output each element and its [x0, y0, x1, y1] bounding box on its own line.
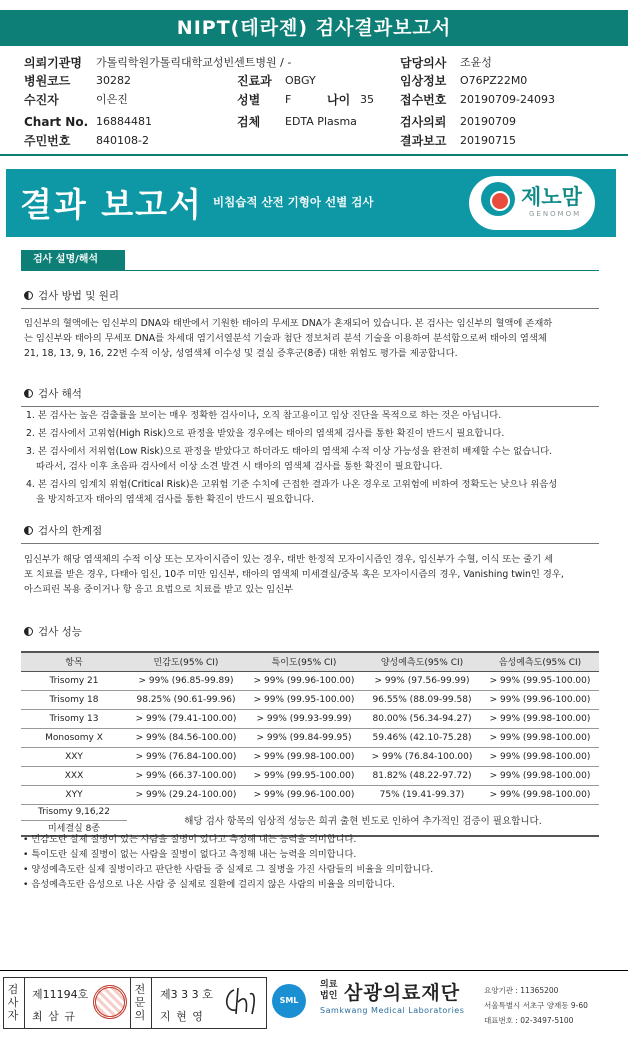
sml-logo-icon: SML: [272, 984, 306, 1018]
genomom-logo: [469, 176, 595, 230]
table-cell: > 99% (84.56-100.00): [127, 728, 245, 747]
hospital-label: 의뢰기관명: [24, 56, 82, 70]
age-label: 나이: [327, 93, 351, 107]
receipt-value: 20190709-24093: [460, 93, 555, 106]
report-title: NIPT(테라젠) 검사결과보고서: [0, 10, 628, 46]
table-cell: 80.00% (56.34-94.27): [363, 709, 481, 728]
table-cell: > 99% (99.84-99.95): [245, 728, 363, 747]
specimen-label: 검체: [237, 115, 261, 129]
info-row: [0, 72, 628, 90]
request-value: 20190709: [460, 115, 516, 128]
specimen-value: EDTA Plasma: [285, 115, 357, 128]
org-prefix-line: 법인: [320, 991, 338, 1001]
half-circle-icon: [24, 389, 33, 398]
chart-label: Chart No.: [24, 115, 89, 129]
definition-notes: [23, 832, 433, 892]
rrn-label: 주민번호: [24, 134, 71, 148]
table-cell: > 99% (79.41-100.00): [127, 709, 245, 728]
column-header: 양성예측도(95% CI): [363, 652, 481, 671]
note-line: • 특이도란 실제 질병이 없는 사람을 질병이 없다고 측정해 내는 능력을 의미합니다.: [23, 849, 357, 860]
doctor-value: 조윤성: [460, 56, 492, 69]
column-header: 특이도(95% CI): [245, 652, 363, 671]
table-cell: Trisomy 9,16,22: [21, 804, 127, 820]
code-label: 병원코드: [24, 74, 71, 88]
list-item: [26, 426, 596, 441]
label-char: 의: [134, 1009, 146, 1022]
patient-label: 수진자: [24, 93, 59, 107]
text-line: 21, 18, 13, 9, 16, 22번 수적 이상, 성염색체 이수성 및 결실 증후군(8종) 대한 위험도 평가를 제공합니다.: [24, 348, 458, 359]
dept-label: 진료과: [237, 74, 272, 88]
logo-korean: 제노맘: [521, 185, 582, 209]
result-banner: [6, 169, 616, 237]
method-text: [24, 316, 598, 361]
table-row: [21, 804, 599, 820]
org-prefix: [320, 980, 337, 1002]
divider: [21, 270, 599, 271]
text-line: 는 임신부와 태아의 무세포 DNA를 차세대 염기서열분석 기술과 첨단 정보처리 분석 기술을 이용하여 분석함으로써 태아의 염색체: [24, 333, 547, 344]
org-name: 삼광의료재단: [344, 982, 461, 1004]
divider: [21, 406, 599, 407]
table-cell: > 99% (99.93-99.99): [245, 709, 363, 728]
table-cell: XXY: [21, 747, 127, 766]
org-phone: 대표번호 : 02-3497-5100: [484, 1016, 574, 1025]
org-english-name: Samkwang Medical Laboratories: [320, 1006, 465, 1015]
genomom-emblem-icon: [481, 182, 515, 216]
table-cell: > 99% (99.95-100.00): [245, 766, 363, 785]
table-row: [21, 671, 599, 690]
section-title: 검사 해석: [38, 388, 82, 400]
sex-label: 성별: [237, 93, 261, 107]
table-cell: > 99% (99.98-100.00): [245, 747, 363, 766]
list-item: [26, 408, 596, 423]
patient-info-panel: [0, 52, 628, 156]
table-cell: > 99% (99.95-100.00): [245, 690, 363, 709]
inspector-license: 제11194호: [32, 988, 89, 1001]
table-cell: > 99% (76.84-100.00): [363, 747, 481, 766]
text-line: 아스피린 복용 중이거나 항 응고 요법으로 치료를 받고 있는 임신부: [24, 584, 294, 595]
text-line: 1. 본 검사는 높은 검출률을 보이는 매우 정확한 검사이나, 오직 참고용이고 임상 진단을 목적으로 하는 것은 아닙니다.: [26, 410, 502, 421]
text-line: 을 방지하고자 태아의 염색체 검사를 통한 확진이 반드시 필요합니다.: [36, 494, 315, 505]
table-cell: > 99% (99.95-100.00): [481, 671, 599, 690]
report-value: 20190715: [460, 134, 516, 147]
table-cell: 59.46% (42.10-75.28): [363, 728, 481, 747]
specialist-license: 제3 3 3 호: [160, 988, 213, 1001]
info-row: [0, 132, 628, 150]
column-header: 민감도(95% CI): [127, 652, 245, 671]
note-line: • 음성예측도란 음성으로 나온 사람 중 실제로 질환에 걸리지 않은 사람의 비율을 의미합니다.: [23, 879, 395, 890]
label-char: 전: [134, 983, 146, 996]
divider: [24, 978, 25, 1028]
text-line: 4. 본 검사의 임계치 위험(Critical Risk)은 고위험 기준 수치에 근접한 결과가 나온 경우로 고위험에 비하여 정확도는 낮으나 위음성: [26, 479, 558, 490]
chart-value: 16884481: [96, 115, 152, 128]
org-address: 서울특별시 서초구 양재동 9-60: [484, 1001, 588, 1010]
table-cell: > 99% (66.37-100.00): [127, 766, 245, 785]
table-header-row: [21, 652, 599, 671]
table-cell: XXX: [21, 766, 127, 785]
logo-english: GENOMOM: [529, 210, 582, 218]
code-value: 30282: [96, 74, 131, 87]
section-heading-limitations: [24, 523, 102, 538]
report-label: 결과보고: [400, 134, 447, 148]
table-row: [21, 747, 599, 766]
text-line: 포 치료를 받은 경우, 다태아 임신, 10주 미만 임신부, 태아의 염색체 미세결실/중복 혹은 모자이시즘의 경우, Vanishing twin인 경우,: [24, 569, 564, 580]
divider: [21, 543, 599, 544]
divider: [130, 978, 131, 1028]
divider: [151, 978, 152, 1028]
table-row: [21, 690, 599, 709]
table-cell: > 99% (96.85-99.89): [127, 671, 245, 690]
clinical-value: O76PZ22M0: [460, 74, 528, 87]
table-row: [21, 766, 599, 785]
table-cell: 81.82% (48.22-97.72): [363, 766, 481, 785]
table-row: [21, 785, 599, 804]
info-row: [0, 113, 628, 131]
specialist-vertical-label: [133, 983, 147, 1022]
table-row: [21, 728, 599, 747]
table-row: [21, 709, 599, 728]
hospital-value: 가톨릭학원가톨릭대학교성빈센트병원 / -: [96, 56, 292, 69]
table-cell: Monosomy X: [21, 728, 127, 747]
table-cell: > 99% (99.98-100.00): [481, 709, 599, 728]
section-title: 검사의 한계점: [38, 525, 103, 537]
inspector-vertical-label: [6, 983, 20, 1022]
half-circle-icon: [24, 291, 33, 300]
inspector-name: 최 삼 규: [32, 1010, 76, 1023]
table-cell: XYY: [21, 785, 127, 804]
section-heading-interpretation: [24, 386, 82, 401]
table-cell: > 99% (99.98-100.00): [481, 728, 599, 747]
section-heading-performance: [24, 624, 82, 639]
half-circle-icon: [24, 627, 33, 636]
text-line: 따라서, 검사 이후 초음파 검사에서 이상 소견 발견 시 태아의 염색체 검사를 통한 확진이 필요합니다.: [36, 461, 443, 472]
performance-table: [21, 651, 599, 837]
extra-note: 해당 검사 항목의 임상적 성능은 희귀 출현 빈도로 인하여 추가적인 검증이 필요합니다.: [127, 804, 599, 836]
age-value: 35: [360, 93, 374, 106]
dept-value: OBGY: [285, 74, 316, 87]
note-line: • 민감도란 실제 질병이 있는 사람을 질병이 있다고 측정해 내는 능력을 의미합니다.: [23, 834, 357, 845]
label-char: 문: [134, 996, 146, 1009]
section-title: 검사 성능: [38, 626, 82, 638]
interpretation-list: [26, 408, 596, 510]
label-char: 사: [7, 996, 19, 1009]
org-code: 요양기관 : 11365200: [484, 986, 559, 995]
table-cell: > 99% (29.24-100.00): [127, 785, 245, 804]
section-title: 검사 방법 및 원리: [38, 290, 120, 302]
divider: [21, 308, 599, 309]
table-cell: > 99% (99.98-100.00): [481, 766, 599, 785]
table-cell: 미세결실 8종: [21, 820, 127, 836]
specialist-name: 지 현 영: [160, 1010, 204, 1023]
banner-title: 결과 보고서: [20, 185, 203, 224]
label-char: 자: [7, 1009, 19, 1022]
handwritten-signature-icon: [220, 984, 260, 1020]
sex-value: F: [285, 93, 292, 106]
section-tab: 검사 설명/해석: [21, 250, 125, 270]
table-cell: > 99% (99.96-100.00): [245, 785, 363, 804]
table-cell: > 99% (99.98-100.00): [481, 785, 599, 804]
info-row: [0, 54, 628, 72]
text-line: 임신부가 해당 염색체의 수적 이상 또는 모자이시즘이 있는 경우, 태반 한정적 모자이시즘인 경우, 임신부가 수혈, 이식 또는 줄기 세: [24, 554, 554, 565]
section-heading-method: [24, 288, 119, 303]
table-cell: Trisomy 13: [21, 709, 127, 728]
doctor-label: 담당의사: [400, 56, 447, 70]
table-cell: > 99% (99.96-100.00): [245, 671, 363, 690]
table-cell: Trisomy 21: [21, 671, 127, 690]
rrn-value: 840108-2: [96, 134, 149, 147]
request-label: 검사의뢰: [400, 115, 447, 129]
table-cell: > 99% (99.96-100.00): [481, 690, 599, 709]
official-seal-icon: [93, 985, 127, 1019]
list-item: [26, 444, 596, 474]
text-line: 2. 본 검사에서 고위험(High Risk)으로 판정을 받았을 경우에는 태아의 염색체 검사를 통한 확진이 반드시 필요합니다.: [26, 428, 505, 439]
divider: [0, 970, 628, 971]
note-line: • 양성예측도란 실제 질병이라고 판단한 사람들 중 실제로 그 질병을 가진 사람들의 비율을 의미합니다.: [23, 864, 434, 875]
limitations-text: [24, 552, 598, 597]
table-cell: 75% (19.41-99.37): [363, 785, 481, 804]
banner-subtitle: 비침습적 산전 기형아 선별 검사: [213, 195, 374, 209]
text-line: 임신부의 혈액에는 임신부의 DNA와 태반에서 기원한 태아의 무세포 DNA가 혼재되어 있습니다. 본 검사는 임신부의 혈액에 존재하: [24, 318, 553, 329]
column-header: 항목: [21, 652, 127, 671]
list-item: [26, 477, 596, 507]
info-row: [0, 91, 628, 109]
label-char: 검: [7, 983, 19, 996]
table-cell: > 99% (97.56-99.99): [363, 671, 481, 690]
org-contact: [484, 983, 588, 1028]
table-cell: Trisomy 18: [21, 690, 127, 709]
receipt-label: 접수번호: [400, 93, 447, 107]
table-cell: 96.55% (88.09-99.58): [363, 690, 481, 709]
table-cell: > 99% (99.98-100.00): [481, 747, 599, 766]
clinical-label: 임상정보: [400, 74, 447, 88]
table-cell: > 99% (76.84-100.00): [127, 747, 245, 766]
patient-value: 이은진: [96, 93, 128, 106]
text-line: 3. 본 검사에서 저위험(Low Risk)으로 판정을 받았다고 하더라도 태아의 염색체 수적 이상 가능성을 완전히 배제할 수는 없습니다.: [26, 446, 553, 457]
org-prefix-line: 의료: [320, 980, 338, 990]
half-circle-icon: [24, 526, 33, 535]
table-cell: 98.25% (90.61-99.96): [127, 690, 245, 709]
column-header: 음성예측도(95% CI): [481, 652, 599, 671]
